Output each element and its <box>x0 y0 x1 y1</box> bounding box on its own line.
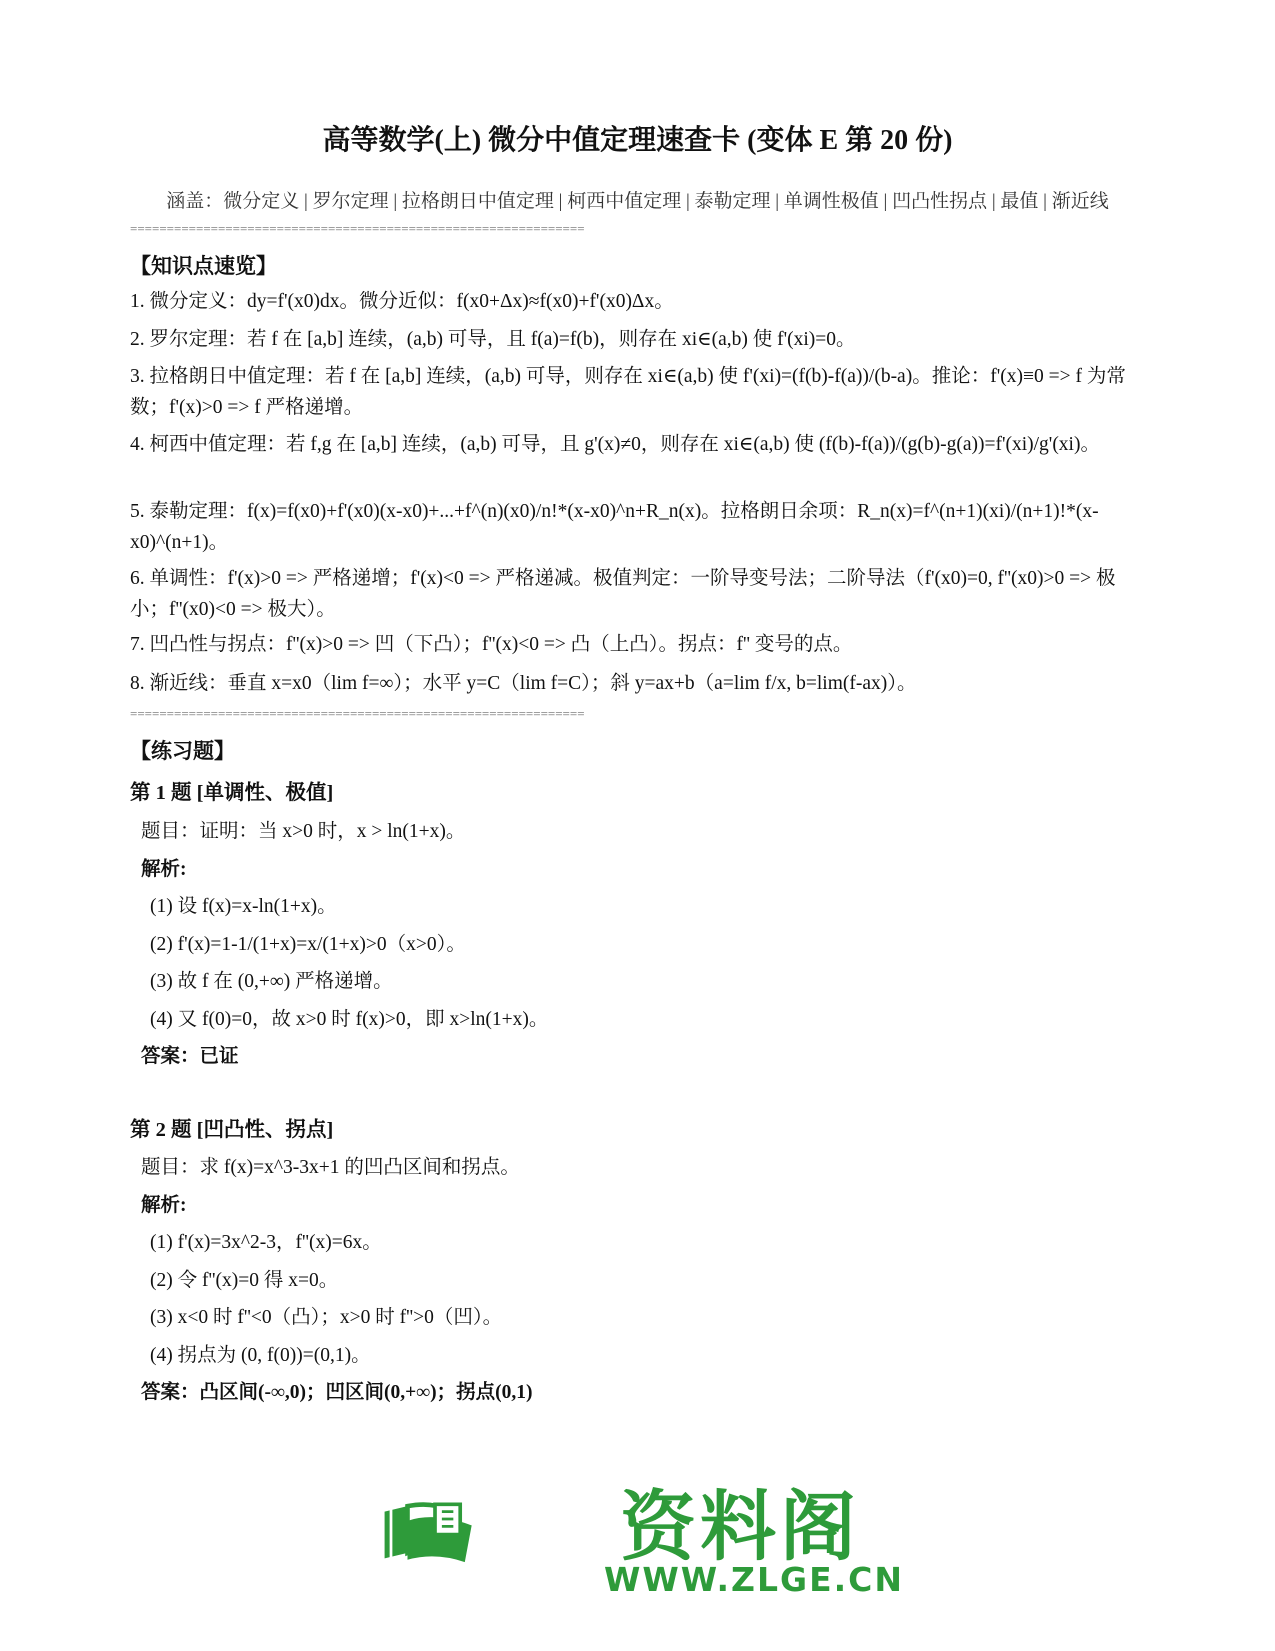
question-prompt: 题目：求 f(x)=x^3-3x+1 的凹凸区间和拐点。 <box>141 1157 520 1178</box>
solution-step: (3) 故 f 在 (0,+∞) 严格递增。 <box>150 971 393 992</box>
knowledge-item: 1. 微分定义：dy=f'(x0)dx。微分近似：f(x0+Δx)≈f(x0)+f'(x0)Δx。 <box>130 291 674 312</box>
divider: ============================================================== <box>130 706 585 721</box>
solution-step: (2) f'(x)=1-1/(1+x)=x/(1+x)>0（x>0）。 <box>150 934 466 955</box>
analysis-label: 解析: <box>141 859 187 880</box>
watermark-brand: 资料阁 <box>620 1482 860 1571</box>
knowledge-item: 4. 柯西中值定理：若 f,g 在 [a,b] 连续，(a,b) 可导，且 g'(x)≠0，则存在 xi∈(a,b) 使 (f(b)-f(a))/(g(b)-g(a))=f'(xi)/g'(xi)。 <box>130 434 1100 455</box>
knowledge-item: 5. 泰勒定理：f(x)=f(x0)+f'(x0)(x-x0)+...+f^(n)(x0)/n!*(x-x0)^n+R_n(x)。拉格朗日余项：R_n(x)=f^(n+1)(xi)/(n+1)!*(x-x0)^(n+1)。 <box>130 501 1099 553</box>
knowledge-item: 7. 凹凸性与拐点：f''(x)>0 => 凹（下凸）；f''(x)<0 => 凸（上凸）。拐点：f'' 变号的点。 <box>130 634 853 655</box>
knowledge-item: 3. 拉格朗日中值定理：若 f 在 [a,b] 连续，(a,b) 可导，则存在 xi∈(a,b) 使 f'(xi)=(f(b)-f(a))/(b-a)。推论：f'(x)≡0 => f 为常数；f'(x)>0 => f 严格递增。 <box>130 366 1126 418</box>
question-title: 第 1 题 [单调性、极值] <box>130 782 334 804</box>
knowledge-heading: 【知识点速览】 <box>130 254 277 278</box>
exercises-heading: 【练习题】 <box>130 739 235 763</box>
solution-step: (4) 又 f(0)=0，故 x>0 时 f(x)>0，即 x>ln(1+x)。 <box>150 1009 549 1030</box>
answer: 答案：凸区间(-∞,0)；凹区间(0,+∞)；拐点(0,1) <box>141 1382 533 1403</box>
question-prompt: 题目：证明：当 x>0 时，x > ln(1+x)。 <box>141 821 466 842</box>
book-logo-icon <box>380 1455 600 1605</box>
answer: 答案：已证 <box>141 1046 239 1067</box>
solution-step: (1) f'(x)=3x^2-3，f''(x)=6x。 <box>150 1232 382 1253</box>
page-title: 高等数学(上) 微分中值定理速查卡 (变体 E 第 20 份) <box>322 125 953 156</box>
knowledge-item: 6. 单调性：f'(x)>0 => 严格递增；f'(x)<0 => 严格递减。极值判定：一阶导变号法；二阶导法（f'(x0)=0, f''(x0)>0 => 极小；f''(x0)<0 => 极大）。 <box>130 568 1116 620</box>
divider: ============================================================== <box>130 221 585 236</box>
knowledge-item: 8. 渐近线：垂直 x=x0（lim f=∞）；水平 y=C（lim f=C）；斜 y=ax+b（a=lim f/x, b=lim(f-ax)）。 <box>130 673 917 694</box>
solution-step: (4) 拐点为 (0, f(0))=(0,1)。 <box>150 1345 371 1366</box>
analysis-label: 解析: <box>141 1195 187 1216</box>
knowledge-item: 2. 罗尔定理：若 f 在 [a,b] 连续，(a,b) 可导，且 f(a)=f(b)，则存在 xi∈(a,b) 使 f'(xi)=0。 <box>130 329 856 350</box>
solution-step: (1) 设 f(x)=x-ln(1+x)。 <box>150 896 337 917</box>
solution-step: (2) 令 f''(x)=0 得 x=0。 <box>150 1270 339 1291</box>
watermark-url: WWW.ZLGE.CN <box>604 1560 905 1599</box>
page-subtitle: 涵盖：微分定义 | 罗尔定理 | 拉格朗日中值定理 | 柯西中值定理 | 泰勒定理 | 单调性极值 | 凹凸性拐点 | 最值 | 渐近线 <box>166 191 1109 212</box>
solution-step: (3) x<0 时 f''<0（凸）；x>0 时 f''>0（凹）。 <box>150 1307 503 1328</box>
question-title: 第 2 题 [凹凸性、拐点] <box>130 1119 334 1141</box>
